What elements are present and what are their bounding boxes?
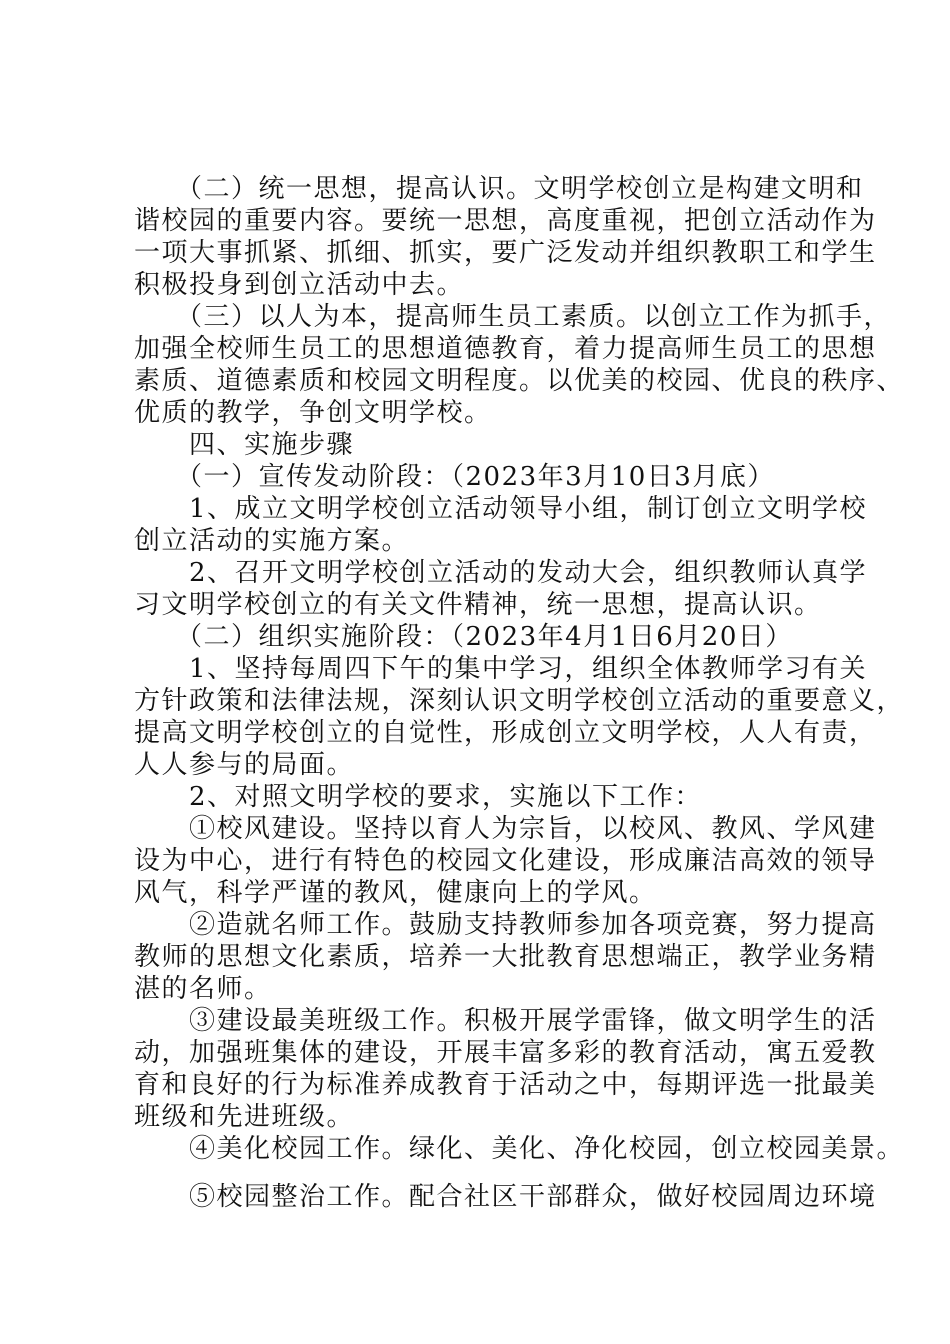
text-line: 1、成立文明学校创立活动领导小组，制订创立文明学校 (134, 494, 868, 524)
text-line: ③建设最美班级工作。积极开展学雷锋，做文明学生的活 (134, 1006, 877, 1036)
text-line: ①校风建设。坚持以育人为宗旨，以校风、教风、学风建 (134, 814, 877, 844)
text-line: 创立活动的实施方案。 (134, 526, 410, 556)
text-line: 湛的名师。 (134, 974, 272, 1004)
text-line: （一）宣传发动阶段：（2023年3月10日3月底） (134, 462, 775, 492)
text-line: 习文明学校创立的有关文件精神，统一思想，提高认识。 (134, 590, 822, 620)
text-line: （三）以人为本，提高师生员工素质。以创立工作为抓手， (134, 302, 892, 332)
text-line: 一项大事抓紧、抓细、抓实，要广泛发动并组织教职工和学生 (134, 238, 877, 268)
text-line: （二）统一思想，提高认识。文明学校创立是构建文明和 (134, 174, 864, 204)
text-line: 教师的思想文化素质，培养一大批教育思想端正，教学业务精 (134, 942, 877, 972)
text-line: ⑤校园整治工作。配合社区干部群众，做好校园周边环境 (134, 1182, 877, 1212)
text-line: 人人参与的局面。 (134, 750, 355, 780)
text-line: ②造就名师工作。鼓励支持教师参加各项竞赛，努力提高 (134, 910, 877, 940)
text-line: 优质的教学，争创文明学校。 (134, 398, 492, 428)
text-line: 1、坚持每周四下午的集中学习，组织全体教师学习有关 (134, 654, 868, 684)
text-line: 育和良好的行为标准养成教育于活动之中，每期评选一批最美 (134, 1070, 877, 1100)
text-line: 风气，科学严谨的教风，健康向上的学风。 (134, 878, 657, 908)
text-line: 设为中心，进行有特色的校园文化建设，形成廉洁高效的领导 (134, 846, 877, 876)
text-line: 动，加强班集体的建设，开展丰富多彩的教育活动，寓五爱教 (134, 1038, 877, 1068)
text-line: 谐校园的重要内容。要统一思想，高度重视，把创立活动作为 (134, 206, 877, 236)
text-line: ④美化校园工作。绿化、美化、净化校园，创立校园美景。 (134, 1134, 905, 1164)
text-line: 班级和先进班级。 (134, 1102, 355, 1132)
text-line: 积极投身到创立活动中去。 (134, 270, 465, 300)
text-line: 2、对照文明学校的要求，实施以下工作： (134, 782, 703, 812)
text-line: 2、召开文明学校创立活动的发动大会，组织教师认真学 (134, 558, 868, 588)
text-line: 提高文明学校创立的自觉性，形成创立文明学校，人人有责， (134, 718, 877, 748)
text-line: 素质、道德素质和校园文明程度。以优美的校园、优良的秩序、 (134, 366, 905, 396)
text-line: （二）组织实施阶段：（2023年4月1日6月20日） (134, 622, 793, 652)
text-line: 方针政策和法律法规，深刻认识文明学校创立活动的重要意义， (134, 686, 905, 716)
text-line: 加强全校师生员工的思想道德教育，着力提高师生员工的思想 (134, 334, 877, 364)
section-heading: 四、实施步骤 (134, 430, 355, 460)
